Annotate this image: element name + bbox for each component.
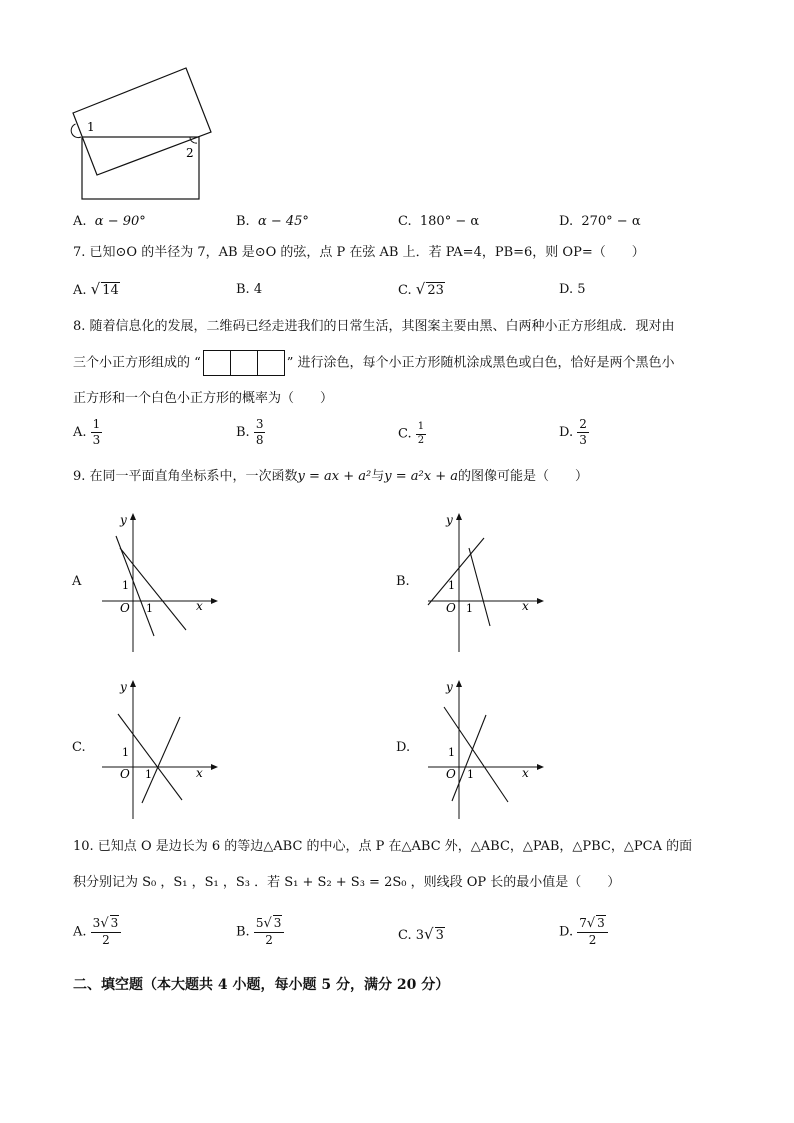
- q8-line2-after: ” 进行涂色，每个小正方形随机涂成黑色或白色，恰好是两个黑色小: [286, 355, 675, 371]
- q10-stem-line2: 积分别记为 S₀ ，S₁ ，S₁ ，S₃ ．若 S₁ + S₂ + S₃ = 2S₀ ，则线段 OP 长的最小值是（ ）: [73, 875, 621, 890]
- option-letter: A.: [73, 214, 87, 229]
- option-letter: C.: [398, 426, 412, 442]
- q7-option-b[interactable]: [236, 282, 262, 297]
- origin-label: O: [120, 767, 130, 781]
- option-letter: A.: [73, 425, 87, 440]
- radicand: 3: [435, 928, 444, 943]
- option-text: 180° − α: [419, 214, 480, 229]
- q8-option-c[interactable]: [398, 421, 426, 447]
- radicand: 23: [427, 283, 444, 298]
- q9-graph-d[interactable]: [396, 677, 546, 822]
- option-letter: A.: [73, 283, 87, 298]
- y-one-label: 1: [122, 579, 129, 592]
- y-one-label: 1: [448, 579, 455, 592]
- option-letter: B.: [236, 924, 250, 940]
- q8-line2-before: 三个小正方形组成的 “: [73, 355, 201, 371]
- q9-graph-a[interactable]: [70, 510, 220, 655]
- x-one-label: 1: [467, 768, 474, 781]
- graph-letter: A: [72, 574, 82, 589]
- x-label: x: [196, 766, 203, 780]
- q6-option-b[interactable]: [236, 214, 309, 229]
- origin-label: O: [120, 601, 130, 615]
- option-text: α − 90°: [94, 214, 146, 229]
- q8-option-a[interactable]: [73, 417, 102, 448]
- graph-letter: C.: [72, 740, 86, 755]
- x-label: x: [196, 599, 203, 613]
- base-rectangle: [82, 137, 199, 199]
- q8-option-d[interactable]: [559, 417, 589, 448]
- y-label: y: [446, 513, 453, 527]
- q8-option-b[interactable]: [236, 417, 265, 448]
- q10-option-a[interactable]: [73, 916, 121, 948]
- q7-stem: 7. 已知⊙O 的半径为 7，AB 是⊙O 的弦，点 P 在弦 AB 上．若 PA=4，PB=6，则 OP=（ ）: [73, 245, 645, 260]
- fraction: $\frac{2}{3}$: [579, 417, 587, 447]
- option-letter: D.: [559, 425, 574, 440]
- q6-option-a[interactable]: [73, 214, 146, 229]
- option-letter: B.: [236, 282, 250, 297]
- x-one-label: 1: [145, 768, 152, 781]
- fraction: $\frac{3√ 3}{2}$: [91, 916, 122, 948]
- q7-option-c[interactable]: C. √ 23: [398, 280, 444, 298]
- q7-option-a[interactable]: A. √ 14: [73, 280, 119, 298]
- option-coef: 3: [415, 928, 425, 943]
- q7-option-d[interactable]: [559, 282, 586, 297]
- angle2-label: 2: [186, 146, 194, 160]
- q9-prefix: 9. 在同一平面直角坐标系中，一次函数: [73, 469, 298, 484]
- y-label: y: [120, 680, 127, 694]
- y-one-label: 1: [122, 746, 129, 759]
- fraction: $\frac{5√ 3}{2}$: [254, 916, 285, 948]
- q6-option-c[interactable]: [398, 214, 479, 229]
- q10-option-b[interactable]: [236, 916, 284, 948]
- graph-letter: D.: [396, 740, 411, 755]
- q9-graph-c[interactable]: [70, 677, 220, 822]
- angle1-label: 1: [87, 120, 95, 134]
- q6-option-d[interactable]: [559, 214, 641, 229]
- graph-letter: B.: [396, 574, 410, 589]
- option-letter: C.: [398, 928, 412, 943]
- option-letter: B.: [236, 214, 250, 229]
- y-one-label: 1: [448, 746, 455, 759]
- fraction: $\frac{1}{3}$: [92, 417, 101, 447]
- y-label: y: [446, 680, 453, 694]
- radicand: 14: [102, 283, 119, 298]
- option-text: 270° − α: [581, 214, 641, 229]
- graph-b-axes: [424, 510, 546, 655]
- option-text: 5: [577, 282, 586, 297]
- option-letter: B.: [236, 425, 250, 440]
- three-squares-figure: [203, 350, 285, 376]
- x-label: x: [522, 599, 529, 613]
- q9-suffix: 的图像可能是（ ）: [457, 469, 588, 484]
- option-letter: A.: [73, 924, 87, 940]
- option-text: 4: [253, 282, 263, 297]
- option-letter: C.: [398, 214, 412, 229]
- origin-label: O: [446, 601, 456, 615]
- q9-stem: [73, 470, 588, 483]
- q10-option-d[interactable]: [559, 916, 608, 948]
- x-one-label: 1: [466, 602, 473, 615]
- rectangles-figure: [60, 60, 220, 205]
- y-label: y: [120, 513, 127, 527]
- graph-c-axes: [98, 677, 220, 822]
- option-text: α − 45°: [257, 214, 309, 229]
- q10-stem-line1: 10. 已知点 O 是边长为 6 的等边△ABC 的中心，点 P 在△ABC 外，△ABC，△PAB，△PBC，△PCA 的面: [73, 839, 693, 854]
- q8-stem-line3: 正方形和一个白色小正方形的概率为（ ）: [73, 391, 334, 406]
- q9-func2: y = a²x + a: [384, 469, 458, 484]
- x-one-label: 1: [146, 602, 153, 615]
- fraction: $\frac{1}{2}$: [417, 421, 425, 446]
- origin-label: O: [446, 767, 456, 781]
- q9-graph-b[interactable]: [396, 510, 546, 655]
- fraction: $\frac{3}{8}$: [255, 417, 264, 447]
- option-letter: D.: [559, 282, 574, 297]
- q8-stem-line2: [73, 350, 675, 376]
- option-letter: D.: [559, 214, 574, 229]
- q8-stem-line1: 8. 随着信息化的发展，二维码已经走进我们的日常生活，其图案主要由黑、白两种小正方形组成．现对由: [73, 319, 675, 334]
- x-label: x: [522, 766, 529, 780]
- option-letter: C.: [398, 283, 412, 298]
- fraction: $\frac{7√ 3}{2}$: [577, 916, 608, 948]
- q9-func1: y = ax + a²: [297, 469, 372, 484]
- graph-a-axes: [98, 510, 220, 655]
- graph-d-axes: [424, 677, 546, 822]
- q9-joiner: 与: [371, 469, 385, 484]
- q10-option-c[interactable]: C. 3√ 3: [398, 925, 444, 943]
- option-letter: D.: [559, 924, 574, 940]
- section-heading: 二、填空题（本大题共 4 小题，每小题 5 分，满分 20 分）: [73, 977, 450, 993]
